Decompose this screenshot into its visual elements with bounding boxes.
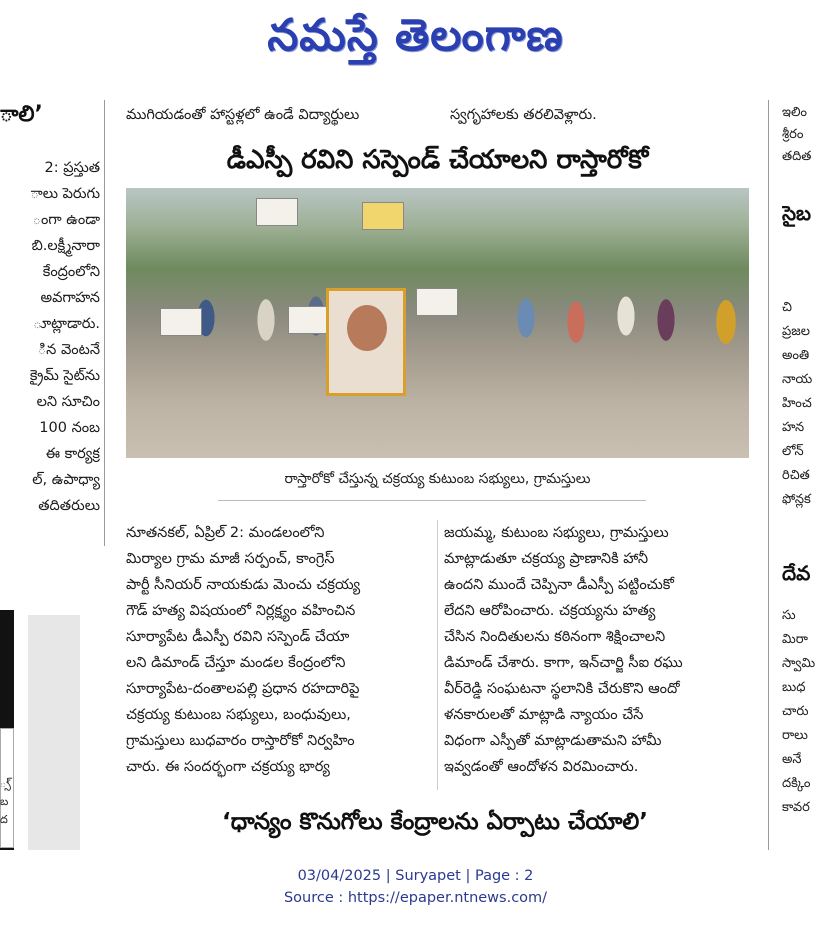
photo-placard	[256, 198, 298, 226]
photo-crowd	[126, 258, 749, 398]
text-line: చారు	[782, 704, 809, 719]
text-line: హన	[782, 420, 805, 435]
text-line: కావర	[782, 800, 810, 815]
main-story-headline: డీఎస్పీ రవిని సస్పెండ్ చేయాలని రాస్తారోకో	[226, 145, 649, 175]
text-line: ప్రజల	[782, 324, 810, 339]
text-line: మిరా	[782, 632, 808, 647]
text-line: లేదని ఆరోపించారు. చక్రయ్యను హత్య	[444, 603, 656, 619]
text-line: తదితరులు	[38, 498, 100, 514]
caption-underline	[218, 500, 646, 501]
photo-placard	[288, 306, 330, 334]
text-line: ిన వెంటనే	[37, 342, 100, 358]
text-line: క్రైమ్ సైట్‌ను	[29, 368, 100, 384]
masthead-title: నమస్తే తెలంగాణ	[267, 10, 564, 61]
text-line: మిర్యాల గ్రామ మాజీ సర్పంచ్, కాంగ్రెస్	[126, 551, 335, 567]
story-center-divider	[437, 520, 438, 790]
text-line: డిమాండ్ చేశారు. కాగా, ఇన్‌చార్జి సీఐ రఘు	[444, 655, 683, 671]
text-line: చి	[782, 300, 792, 315]
right-column-heading-2: దేవ	[782, 561, 811, 585]
continuation-line-left: ముగియడంతో హాస్టళ్లలో ఉండే విద్యార్థులు	[126, 107, 360, 123]
text-line: చక్రయ్య కుటుంబ సభ్యులు, బంధువులు,	[126, 707, 351, 723]
text-line: లోన్	[782, 444, 804, 459]
text-line: ూట్లాడారు.	[33, 316, 100, 332]
text-line: శ్రీరం	[782, 127, 804, 142]
text-line: స్వామి	[782, 656, 816, 671]
text-line: దక్కిం	[782, 776, 811, 791]
protest-photo	[126, 188, 749, 458]
text-line: ఈ కార్యక్ర	[45, 446, 100, 462]
text-line: లని సూచిం	[36, 394, 100, 410]
photo-placard	[160, 308, 202, 336]
text-line: ఫోన్లక	[782, 492, 811, 507]
text-line: తదిత	[782, 149, 812, 164]
story-column-1	[126, 520, 431, 780]
right-column-top	[782, 102, 831, 168]
text-line: ఇలిం	[782, 105, 807, 120]
text-line: 100 నంబ	[39, 420, 100, 436]
right-column-heading-1: సైబ	[782, 201, 812, 225]
text-line: రిచిత	[782, 468, 810, 483]
text-line: ్స్	[0, 777, 11, 790]
footer-meta: 03/04/2025 | Suryapet | Page : 2	[297, 868, 534, 884]
text-line: వీర్‌రెడ్డి సంఘటనా స్థలానికి చేరుకొని ఆందో	[444, 681, 680, 697]
story-column-2	[444, 520, 749, 780]
text-line: ంగా ఉండా	[32, 212, 100, 228]
bottom-story-headline: ‘ధాన్యం కొనుగోలు కేంద్రాలను ఏర్పాటు చేయాలి’	[221, 809, 649, 835]
left-column-text	[0, 155, 100, 519]
text-line: ఉందని ముందే చెప్పినా డీఎస్పీ పట్టించుకో	[444, 577, 674, 593]
text-line: బ	[0, 795, 9, 808]
text-line: చేసిన నిందితులను కఠినంగా శిక్షించాలని	[444, 629, 666, 645]
text-line: ాలు పెరుగు	[30, 186, 100, 202]
text-line: మాట్లాడుతూ చక్రయ్య ప్రాణానికి హానీ	[444, 551, 649, 567]
text-line: 2: ప్రస్తుత	[44, 160, 100, 176]
text-line: అనే	[782, 752, 802, 767]
text-line: లని డిమాండ్ చేస్తూ మండల కేంద్రంలోని	[126, 655, 346, 671]
text-line: రాలు	[782, 728, 808, 743]
text-line: నూతనకల్, ఏప్రిల్ 2: మండలంలోని	[126, 525, 325, 541]
text-line: ళనకారులతో మాట్లాడి న్యాయం చేసే	[444, 707, 644, 723]
text-line: ల్, ఉపాధ్యా	[32, 472, 100, 488]
text-line: గౌడ్ హత్య విషయంలో నిర్లక్ష్యం వహించిన	[126, 603, 356, 619]
grey-ad-block	[28, 615, 80, 850]
footer-source: Source : https://epaper.ntnews.com/	[283, 890, 548, 906]
photo-placard	[416, 288, 458, 316]
text-line: ఇవ్వడంతో ఆందోళన విరమించారు.	[444, 759, 639, 775]
left-column-headline-fragment: ాలి’	[0, 102, 43, 127]
continuation-line-right: స్వగృహాలకు తరలివెళ్లారు.	[450, 107, 597, 123]
text-line: గ్రామస్తులు బుధవారం రాస్తారోకో నిర్వహిం	[126, 733, 355, 749]
photo-caption: రాస్తారోకో చేస్తున్న చక్రయ్య కుటుంబ సభ్యులు, గ్రామస్తులు	[284, 471, 591, 487]
column-divider-right	[768, 100, 769, 850]
right-column-text-2	[782, 604, 831, 820]
text-line: విధంగా ఎస్పీతో మాట్లాడుతామని హామీ	[444, 733, 662, 749]
text-line: నాయ	[782, 372, 813, 387]
text-line: జయమ్మ, కుటుంబ సభ్యులు, గ్రామస్తులు	[444, 525, 669, 541]
text-line: సూర్యాపేట-దంతాలపల్లి ప్రధాన రహదారిపై	[126, 681, 360, 697]
text-line: అవగాహన	[40, 290, 100, 306]
text-line: ద	[0, 813, 8, 826]
text-line: బి.లక్ష్మీనారా	[31, 238, 100, 254]
text-line: బుధ	[782, 680, 806, 695]
text-line: చారు. ఈ సందర్భంగా చక్రయ్య భార్య	[126, 759, 330, 775]
column-divider-left	[104, 100, 105, 546]
photo-placard	[362, 202, 404, 230]
photo-framed-portrait	[326, 288, 406, 396]
left-bottom-fragments	[0, 775, 14, 829]
text-line: అంతి	[782, 348, 810, 363]
text-line: పార్టీ సీనియర్ నాయకుడు మెంచు చక్రయ్య	[126, 577, 361, 593]
right-column-text-1	[782, 296, 831, 512]
text-line: హించ	[782, 396, 812, 411]
text-line: సు	[782, 608, 796, 623]
text-line: సూర్యాపేట డీఎస్పీ రవిని సస్పెండ్ చేయా	[126, 629, 350, 645]
text-line: కేంద్రంలోని	[42, 264, 100, 280]
